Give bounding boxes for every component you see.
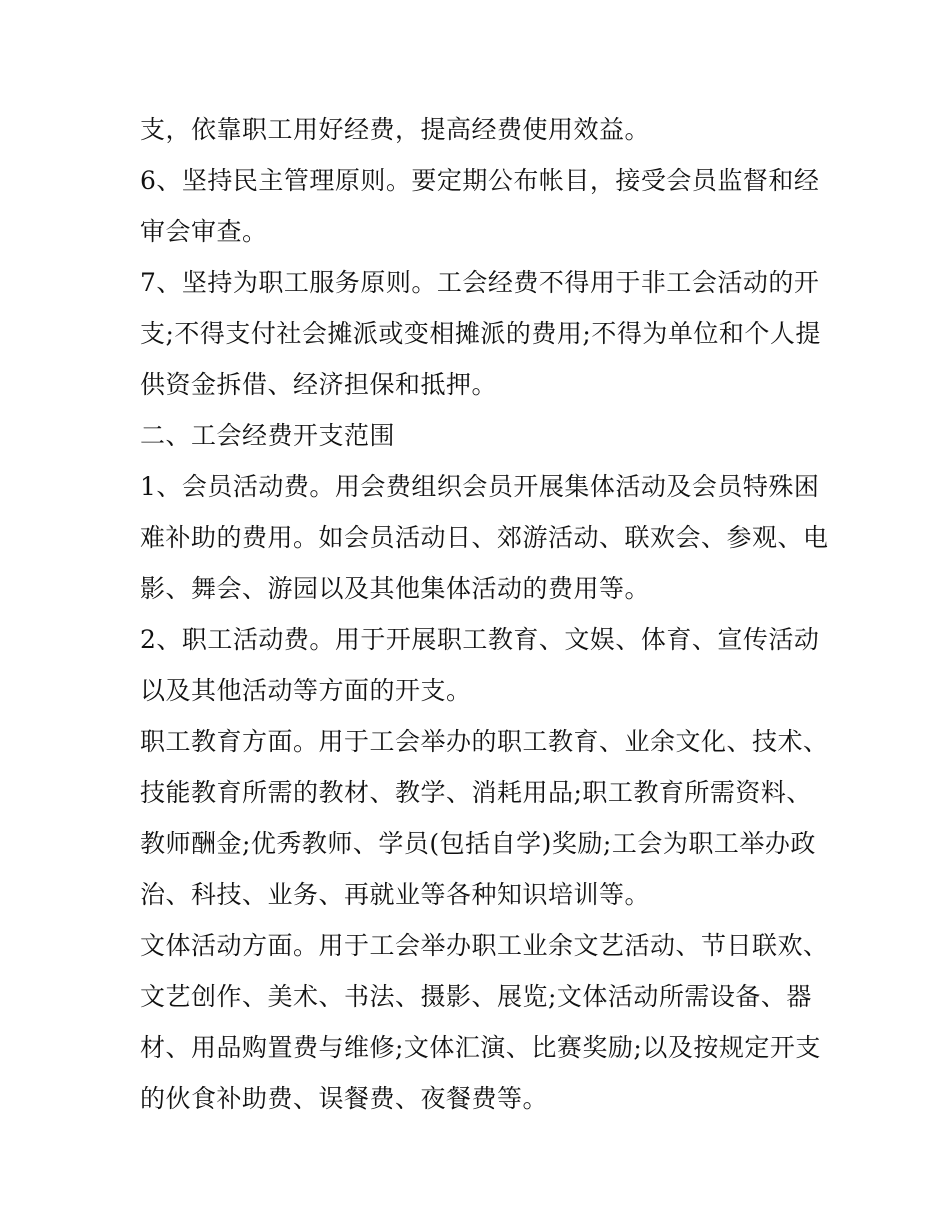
text-line: 文体活动方面。用于工会举办职工业余文艺活动、节日联欢、 bbox=[140, 931, 829, 960]
text-line: 7、坚持为职工服务原则。工会经费不得用于非工会活动的开 bbox=[140, 268, 820, 297]
text-line: 的伙食补助费、误餐费、夜餐费等。 bbox=[140, 1084, 549, 1113]
text-line: 审会审查。 bbox=[140, 217, 268, 246]
text-line: 影、舞会、游园以及其他集体活动的费用等。 bbox=[140, 574, 651, 603]
text-line: 以及其他活动等方面的开支。 bbox=[140, 676, 472, 705]
document-body bbox=[140, 104, 829, 1124]
section-heading: 二、工会经费开支范围 bbox=[140, 421, 396, 450]
text-line: 难补助的费用。如会员活动日、郊游活动、联欢会、参观、电 bbox=[140, 523, 829, 552]
text-line: 教师酬金;优秀教师、学员(包括自学)奖励;工会为职工举办政 bbox=[140, 829, 816, 858]
text-line: 1、会员活动费。用会费组织会员开展集体活动及会员特殊困 bbox=[140, 472, 820, 501]
text-line: 供资金拆借、经济担保和抵押。 bbox=[140, 370, 498, 399]
text-line: 文艺创作、美术、书法、摄影、展览;文体活动所需设备、器 bbox=[140, 982, 812, 1011]
text-line: 技能教育所需的教材、教学、消耗用品;职工教育所需资料、 bbox=[140, 778, 812, 807]
text-line: 支;不得支付社会摊派或变相摊派的费用;不得为单位和个人提 bbox=[140, 319, 821, 348]
text-line: 治、科技、业务、再就业等各种知识培训等。 bbox=[140, 880, 651, 909]
text-line: 6、坚持民主管理原则。要定期公布帐目，接受会员监督和经 bbox=[140, 166, 820, 195]
text-line: 支，依靠职工用好经费，提高经费使用效益。 bbox=[140, 115, 651, 144]
text-line: 职工教育方面。用于工会举办的职工教育、业余文化、技术、 bbox=[140, 727, 829, 756]
text-line: 2、职工活动费。用于开展职工教育、文娱、体育、宣传活动 bbox=[140, 625, 820, 654]
text-line: 材、用品购置费与维修;文体汇演、比赛奖励;以及按规定开支 bbox=[140, 1033, 821, 1062]
